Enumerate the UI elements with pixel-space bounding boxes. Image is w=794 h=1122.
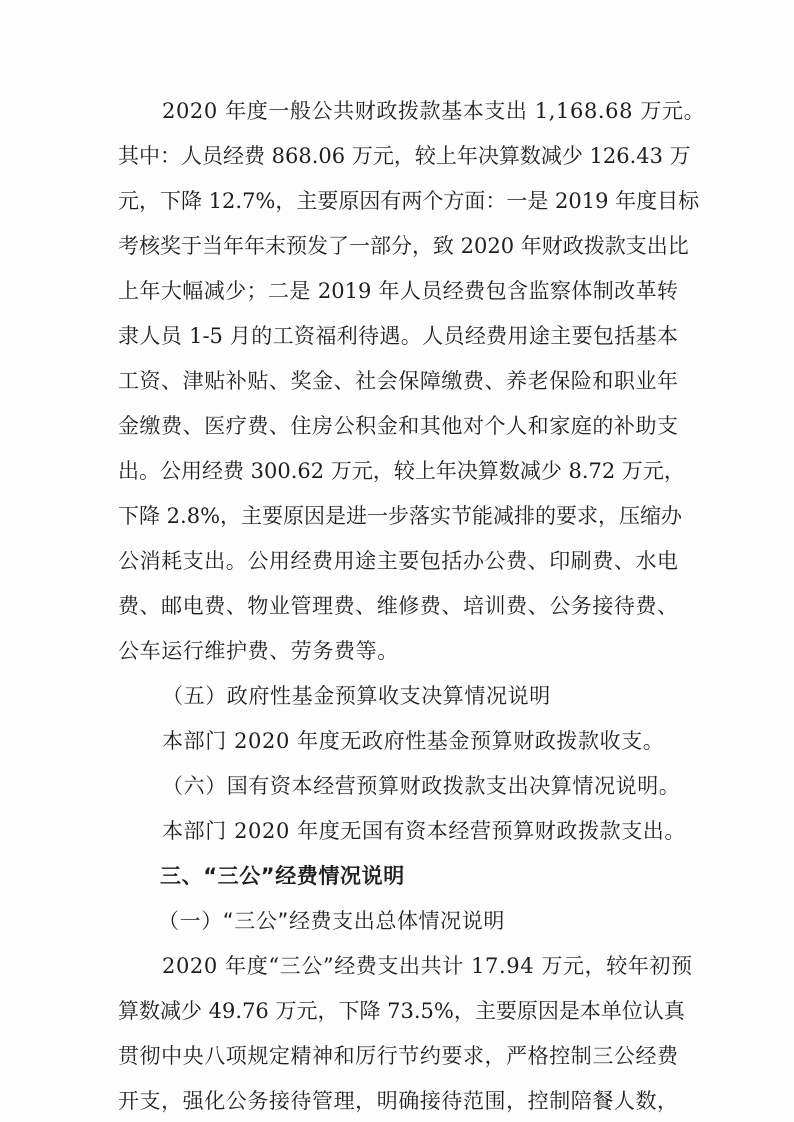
paragraph-line: 2020 年度一般公共财政拨款基本支出 1,168.68 万元。 [162,99,706,123]
paragraph-line: 算数减少 49.76 万元，下降 73.5%，主要原因是本单位认真 [118,999,685,1023]
paragraph-line: 公消耗支出。公用经费用途主要包括办公费、印刷费、水电 [118,549,678,573]
section-5-body: 本部门 2020 年度无政府性基金预算财政拨款收支。 [162,729,665,753]
paragraph-line: 考核奖于当年年末预发了一部分，致 2020 年财政拨款支出比 [118,234,689,258]
paragraph-line: 公车运行维护费、劳务费等。 [118,639,399,663]
paragraph-line: 下降 2.8%，主要原因是进一步落实节能减排的要求，压缩办 [118,504,683,528]
part-3-title: 三、“三公”经费情况说明 [160,864,405,888]
section-5-title: （五）政府性基金预算收支决算情况说明 [162,684,551,708]
part-3-subtitle: （一）“三公”经费支出总体情况说明 [158,909,505,933]
paragraph-line: 隶人员 1-5 月的工资福利待遇。人员经费用途主要包括基本 [118,324,678,348]
paragraph-line: 其中：人员经费 868.06 万元，较上年决算数减少 126.43 万 [118,144,691,168]
paragraph-line: 工资、津贴补贴、奖金、社会保障缴费、养老保险和职业年 [118,369,678,393]
paragraph-line: 上年大幅减少；二是 2019 年人员经费包含监察体制改革转 [118,279,678,303]
section-6-body: 本部门 2020 年度无国有资本经营预算财政拨款支出。 [162,819,686,843]
paragraph-line: 费、邮电费、物业管理费、维修费、培训费、公务接待费、 [118,594,678,618]
paragraph-line: 开支，强化公务接待管理，明确接待范围，控制陪餐人数， [118,1089,678,1113]
paragraph-line: 2020 年度“三公”经费支出共计 17.94 万元，较年初预 [162,954,693,978]
paragraph-line: 金缴费、医疗费、住房公积金和其他对个人和家庭的补助支 [118,414,678,438]
paragraph-line: 贯彻中央八项规定精神和厉行节约要求，严格控制三公经费 [118,1044,678,1068]
paragraph-line: 元，下降 12.7%，主要原因有两个方面：一是 2019 年度目标 [118,189,700,213]
section-6-title: （六）国有资本经营预算财政拨款支出决算情况说明。 [162,774,681,798]
paragraph-line: 出。公用经费 300.62 万元，较上年决算数减少 8.72 万元， [118,459,685,483]
